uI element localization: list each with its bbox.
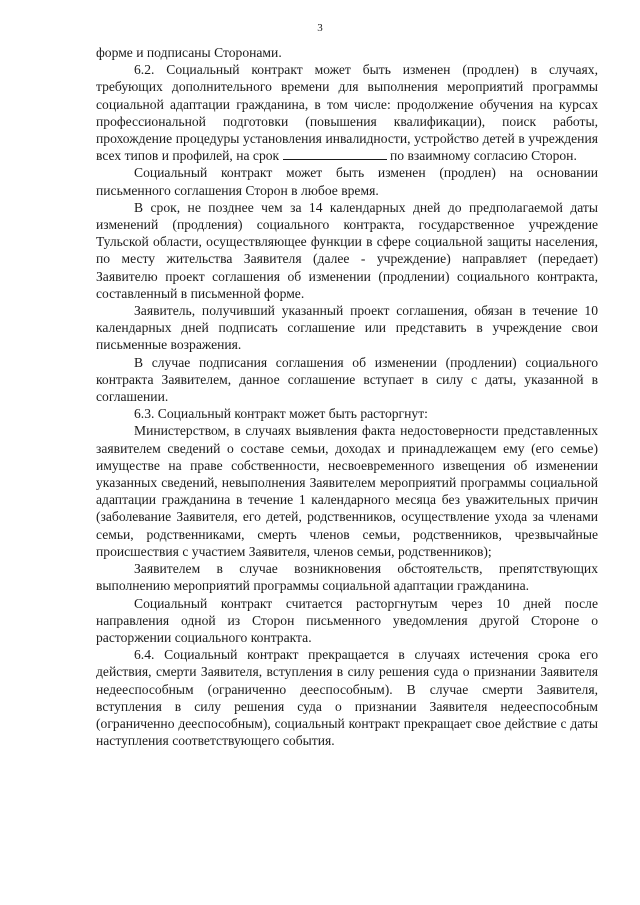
paragraph-ministry-termination: Министерством, в случаях выявления факта недостоверности представленных заявителем сведений о составе семьи, доходах и принадлежащем ему (его семье) имуществе на праве собственности, несвоевременного извещения об изменении указанных сведений, невыполнения Заявителем мероприятий программы социальной адаптации гражданина в течение 1 календарного месяца без уважительных причин (заболевание Заявителя, его детей, родственников, осуществление ухода за членами семьи, родственниками, смерть членов семьи, родственников, чрезвычайные происшествия с участием Заявителя, членов семьи, родственников); [96,423,598,559]
document-body [96,44,598,749]
paragraph-6-2-tail: по взаимному согласию Сторон. [389,148,577,164]
paragraph-6-2-text: 6.2. Социальный контракт может быть изменен (продлен) в случаях, требующих дополнительного времени для выполнения мероприятий программы социальной адаптации гражданина, в том числе: продолжение обучения на курсах профессиональной подготовки (повышения квалификации), поиск работы, прохождение процедуры установления инвалидности, устройство детей в учреждения всех типов и профилей, на срок [96,62,598,164]
paragraph-6-4: 6.4. Социальный контракт прекращается в случаях истечения срока его действия, смерти Заявителя, вступления в силу решения суда о признании Заявителя недееспособным (ограниченно дееспособным). В случае смерти Заявителя, вступления в силу решения суда о признании Заявителя недееспособным (ограниченно дееспособным), социальный контракт прекращает свое действие с даты наступления соответствующего события. [96,647,598,749]
blank-term-line [283,148,387,160]
paragraph-amendment-deadline: В срок, не позднее чем за 14 календарных дней до предполагаемой даты изменений (продления) социального контракта, государственное учреждение Тульской области, осуществляющее функции в сфере социальной защиты населения, по месту жительства Заявителя (далее - учреждение) направляет (передает) Заявителю проект соглашения об изменении (продлении) социального контракта, составленный в письменной форме. [96,199,598,301]
page-number: 3 [317,22,323,34]
paragraph-agreement-effect: В случае подписания соглашения об изменении (продлении) социального контракта Заявителем, данное соглашение вступает в силу с даты, указанной в соглашении. [96,354,598,405]
paragraph-applicant-signing: Заявитель, получивший указанный проект соглашения, обязан в течение 10 календарных дней подписать соглашение или представить в учреждение свои письменные возражения. [96,303,598,353]
paragraph-termination-notice: Социальный контракт считается расторгнутым через 10 дней после направления одной из Сторон письменного уведомления другой Стороне о расторжении социального контракта. [96,595,598,645]
paragraph-6-2 [96,61,598,164]
paragraph-continuation: форме и подписаны Сторонами. [96,45,282,60]
paragraph-amendment-agreement: Социальный контракт может быть изменен (продлен) на основании письменного соглашения Сторон в любое время. [96,165,598,198]
paragraph-applicant-termination: Заявителем в случае возникновения обстоятельств, препятствующих выполнению мероприятий программы социальной адаптации гражданина. [96,561,598,594]
paragraph-6-3: 6.3. Социальный контракт может быть расторгнут: [134,406,428,422]
